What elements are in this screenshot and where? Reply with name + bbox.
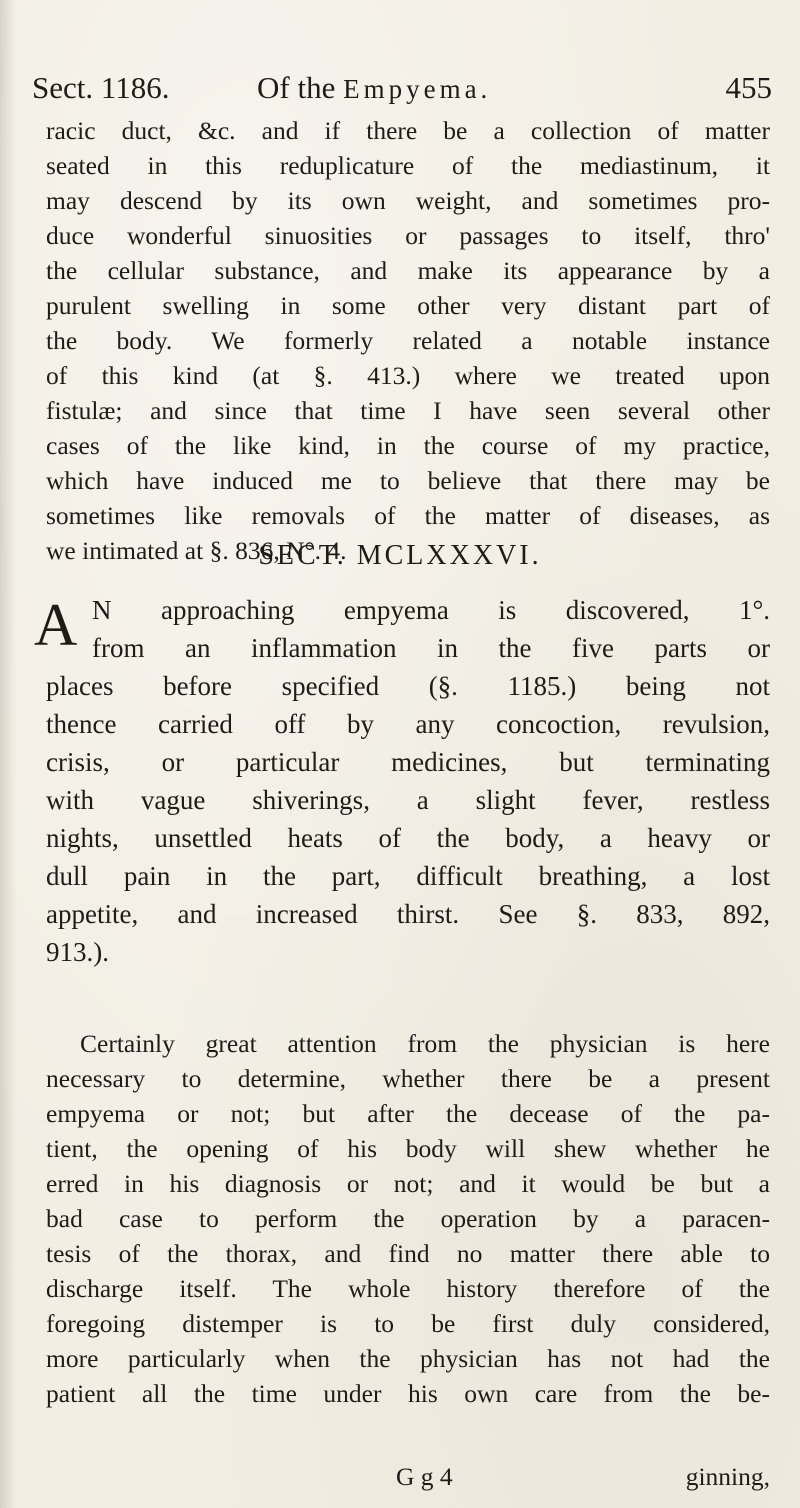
running-head-section: Sect. 1186. xyxy=(32,70,170,105)
text-line: of this kind (at §. 413.) where we treated upon xyxy=(46,361,770,390)
text-line: thence carried off by any concoction, revulsion, xyxy=(46,709,770,739)
text-line: the cellular substance, and make its appearance by a xyxy=(46,256,770,285)
drop-cap: A xyxy=(34,592,78,658)
paragraph-3 xyxy=(46,1026,770,1411)
text-line: foregoing distemper is to be first duly considered, xyxy=(46,1309,770,1338)
text-line: empyema or not; but after the decease of the pa- xyxy=(46,1099,770,1128)
text-line: duce wonderful sinuosities or passages to itself, thro' xyxy=(46,221,770,250)
running-head-title xyxy=(257,68,491,109)
text-line: 913.). xyxy=(46,937,109,967)
text-line: racic duct, &c. and if there be a collection of matter xyxy=(46,116,770,145)
text-line: erred in his diagnosis or not; and it would be but a xyxy=(46,1169,770,1198)
running-head xyxy=(32,68,772,108)
text-line: we intimated at §. 836, N°. 4. xyxy=(46,536,347,565)
catchline xyxy=(46,1459,770,1494)
text-line: appetite, and increased thirst. See §. 833, 892, xyxy=(46,899,770,929)
text-line: necessary to determine, whether there be a present xyxy=(46,1064,770,1093)
running-head-title-prefix: Of the xyxy=(257,70,344,105)
gutter-shadow xyxy=(0,0,16,1508)
text-line: seated in this reduplicature of the mediastinum, it xyxy=(46,151,770,180)
text-line: crisis, or particular medicines, but terminating xyxy=(46,747,770,777)
text-line: nights, unsettled heats of the body, a heavy or xyxy=(46,823,770,853)
text-line: which have induced me to believe that there may be xyxy=(46,466,770,495)
running-head-title-caps: Empyema. xyxy=(343,74,492,104)
page-number: 455 xyxy=(725,70,772,105)
text-line: may descend by its own weight, and sometimes pro- xyxy=(46,186,770,215)
signature-mark: G g 4 xyxy=(396,1462,453,1491)
text-line: purulent swelling in some other very distant part of xyxy=(46,291,770,320)
text-line: bad case to perform the operation by a paracen- xyxy=(46,1204,770,1233)
section-heading: SECT. MCLXXXVI. xyxy=(258,540,542,571)
paragraph-2 xyxy=(34,591,770,971)
paragraph-1 xyxy=(46,113,770,568)
catchword: ginning, xyxy=(685,1462,770,1491)
text-line: tient, the opening of his body will shew whether he xyxy=(46,1134,770,1163)
text-line: cases of the like kind, in the course of my practice, xyxy=(46,431,770,460)
text-line: more particularly when the physician has not had the xyxy=(46,1344,770,1373)
text-line: the body. We formerly related a notable instance xyxy=(46,326,770,355)
text-line: patient all the time under his own care from the be- xyxy=(46,1379,770,1408)
text-line: N approaching empyema is discovered, 1°. xyxy=(92,595,770,625)
text-line: with vague shiverings, a slight fever, restless xyxy=(46,785,770,815)
text-line: dull pain in the part, difficult breathing, a lost xyxy=(46,861,770,891)
text-line: Certainly great attention from the physician is here xyxy=(80,1029,770,1058)
text-line: places before specified (§. 1185.) being not xyxy=(46,671,770,701)
text-line: sometimes like removals of the matter of diseases, as xyxy=(46,501,770,530)
text-line: discharge itself. The whole history therefore of the xyxy=(46,1274,770,1303)
text-line: from an inflammation in the five parts or xyxy=(92,633,770,663)
text-line: fistulæ; and since that time I have seen several other xyxy=(46,396,770,425)
text-line: tesis of the thorax, and find no matter there able to xyxy=(46,1239,770,1268)
